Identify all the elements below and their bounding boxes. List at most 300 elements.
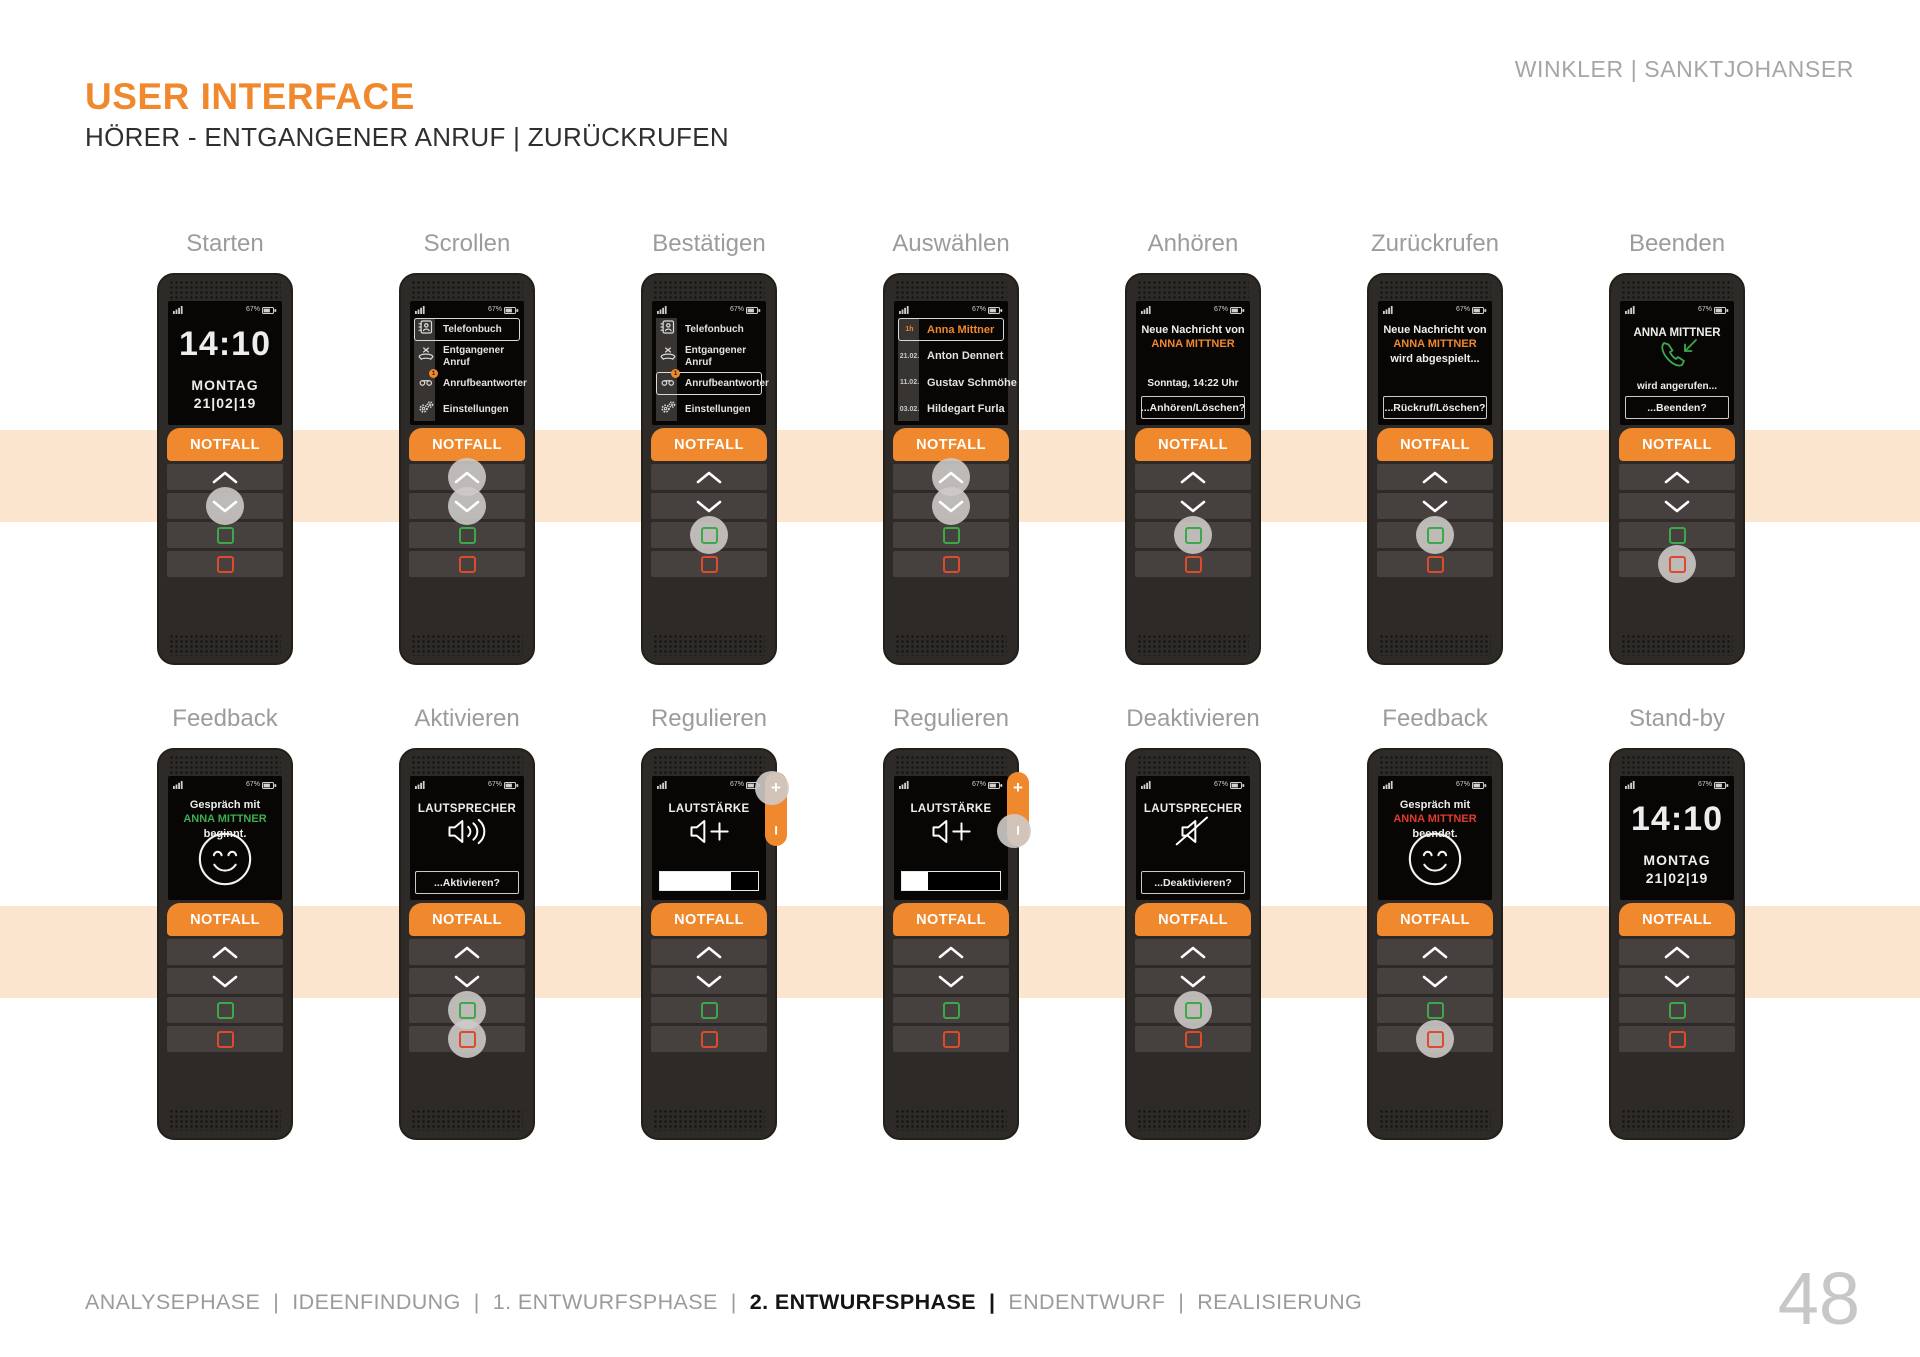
green-square-icon xyxy=(459,527,476,544)
red-cancel-key[interactable] xyxy=(409,1026,525,1052)
battery-indicator xyxy=(972,776,1003,794)
notfall-button[interactable]: NOTFALL xyxy=(893,903,1009,936)
green-confirm-key[interactable] xyxy=(167,522,283,548)
list-item[interactable] xyxy=(898,345,1004,368)
chevron-up-icon xyxy=(937,470,965,485)
speaker-plus-icon xyxy=(683,814,735,854)
phone-column xyxy=(641,230,777,665)
green-confirm-key[interactable] xyxy=(1135,997,1251,1023)
phase-nav-item[interactable]: IDEENFINDUNG xyxy=(292,1290,461,1314)
red-cancel-key[interactable] xyxy=(1377,1026,1493,1052)
red-cancel-key[interactable] xyxy=(893,551,1009,577)
up-arrow-key[interactable] xyxy=(651,464,767,490)
screen-text-line: beendet. xyxy=(1412,827,1458,840)
screen-prompt: ...Deaktivieren? xyxy=(1141,871,1245,894)
phone-column xyxy=(1609,705,1745,1140)
screen-title: LAUTSTÄRKE xyxy=(668,803,750,815)
chevron-up-icon xyxy=(695,470,723,485)
handset-phone xyxy=(399,748,535,1140)
status-bar xyxy=(1383,779,1487,790)
speaker-grille xyxy=(1621,280,1733,300)
phone-column xyxy=(641,705,786,1140)
green-square-icon xyxy=(701,527,718,544)
phase-nav-item[interactable]: ANALYSEPHASE xyxy=(85,1290,261,1314)
red-square-icon xyxy=(701,1031,718,1048)
notfall-button[interactable]: NOTFALL xyxy=(651,428,767,461)
mic-grille xyxy=(411,634,523,656)
list-item-date: 1h xyxy=(905,326,914,333)
green-square-icon xyxy=(1669,1002,1686,1019)
volume-minus-button[interactable]: − xyxy=(766,825,786,836)
red-cancel-key[interactable] xyxy=(1377,551,1493,577)
phone-column xyxy=(1125,705,1261,1140)
status-bar xyxy=(899,304,1003,315)
volume-bar xyxy=(901,871,1001,891)
red-square-icon xyxy=(459,1031,476,1048)
chevron-up-icon xyxy=(211,470,239,485)
clock-day: MONTAG xyxy=(1643,852,1711,868)
volume-minus-button[interactable]: − xyxy=(1008,825,1028,836)
up-arrow-key[interactable] xyxy=(1135,464,1251,490)
red-cancel-key[interactable] xyxy=(1619,1026,1735,1052)
step-label: Regulieren xyxy=(892,705,1010,732)
step-label: Bestätigen xyxy=(652,230,766,257)
battery-level: 67% xyxy=(1455,306,1470,313)
menu-item[interactable] xyxy=(414,318,520,341)
battery-level: 67% xyxy=(487,306,502,313)
red-square-icon xyxy=(943,556,960,573)
battery-indicator xyxy=(972,301,1003,319)
battery-level: 67% xyxy=(729,781,744,788)
contacts-icon xyxy=(417,319,434,340)
mic-grille xyxy=(411,1109,523,1131)
phase-nav-separator: | xyxy=(473,1290,480,1314)
handset-call-icon xyxy=(1654,335,1700,380)
chevron-up-icon xyxy=(1421,945,1449,960)
battery-icon xyxy=(988,301,1003,319)
step-label: Scrollen xyxy=(423,230,511,257)
battery-indicator xyxy=(246,776,277,794)
phone-column xyxy=(1367,705,1503,1140)
chevron-down-icon xyxy=(695,974,723,989)
missed-call-icon xyxy=(659,346,677,367)
phone-column xyxy=(157,705,293,1140)
battery-icon xyxy=(1230,776,1245,794)
status-bar xyxy=(173,304,277,315)
notfall-button[interactable]: NOTFALL xyxy=(1619,428,1735,461)
chevron-up-icon xyxy=(695,945,723,960)
screen-text-line: wird abgespielt... xyxy=(1390,352,1480,365)
battery-icon xyxy=(1714,776,1729,794)
menu-item[interactable] xyxy=(656,318,762,341)
brand-name: WINKLER | SANKTJOHANSER xyxy=(1514,56,1854,82)
phase-nav-item[interactable]: 1. ENTWURFSPHASE xyxy=(492,1290,718,1314)
battery-indicator xyxy=(246,301,277,319)
mic-grille xyxy=(895,1109,1007,1131)
volume-bar xyxy=(659,871,759,891)
menu-item[interactable] xyxy=(656,344,762,369)
green-confirm-key[interactable] xyxy=(893,997,1009,1023)
red-cancel-key[interactable] xyxy=(167,1026,283,1052)
menu-item-label: Einstellungen xyxy=(443,403,509,415)
status-bar xyxy=(657,304,761,315)
mic-grille xyxy=(1137,1109,1249,1131)
chevron-down-icon xyxy=(1179,499,1207,514)
battery-icon xyxy=(1714,301,1729,319)
notfall-button[interactable]: NOTFALL xyxy=(1377,428,1493,461)
battery-level: 67% xyxy=(1213,781,1228,788)
up-arrow-key[interactable] xyxy=(1135,939,1251,965)
phone-screen xyxy=(168,776,282,900)
phone-screen xyxy=(1378,776,1492,900)
clock-time: 14:10 xyxy=(179,325,271,363)
green-confirm-key[interactable] xyxy=(1377,522,1493,548)
notfall-button[interactable]: NOTFALL xyxy=(1135,428,1251,461)
notfall-button[interactable]: NOTFALL xyxy=(651,903,767,936)
step-label: Auswählen xyxy=(892,230,1010,257)
red-square-icon xyxy=(1427,1031,1444,1048)
notfall-button[interactable]: NOTFALL xyxy=(167,903,283,936)
volume-plus-button[interactable]: + xyxy=(1013,778,1023,797)
red-cancel-key[interactable] xyxy=(893,1026,1009,1052)
phone-screen xyxy=(168,301,282,425)
screen-text-line: ANNA MITTNER xyxy=(1393,813,1477,826)
screen-prompt: ...Anhören/Löschen? xyxy=(1141,396,1245,419)
list-item-name: Anna Mittner xyxy=(927,323,995,336)
handset-phone xyxy=(157,748,293,1140)
green-square-icon xyxy=(943,527,960,544)
battery-level: 67% xyxy=(245,781,260,788)
handset-phone xyxy=(883,273,1019,665)
mic-grille xyxy=(169,1109,281,1131)
speaker-muted-icon xyxy=(1167,814,1219,854)
notfall-button[interactable]: NOTFALL xyxy=(167,428,283,461)
red-cancel-key[interactable] xyxy=(167,551,283,577)
chevron-up-icon xyxy=(453,945,481,960)
menu-item[interactable] xyxy=(414,370,527,395)
green-square-icon xyxy=(1427,1002,1444,1019)
green-square-icon xyxy=(1669,527,1686,544)
down-arrow-key[interactable] xyxy=(893,493,1009,519)
list-item-name: Hildegart Furla xyxy=(927,403,1005,416)
down-arrow-key[interactable] xyxy=(1619,968,1735,994)
step-label: Stand-by xyxy=(1628,705,1726,732)
phone-column xyxy=(399,705,535,1140)
up-arrow-key[interactable] xyxy=(1377,939,1493,965)
battery-indicator xyxy=(488,301,519,319)
volume-bar-fill xyxy=(902,872,928,890)
signal-icon xyxy=(1383,301,1394,319)
chevron-up-icon xyxy=(1663,945,1691,960)
up-arrow-key[interactable] xyxy=(1619,939,1735,965)
red-cancel-key[interactable] xyxy=(409,551,525,577)
notfall-button[interactable]: NOTFALL xyxy=(1619,903,1735,936)
down-arrow-key[interactable] xyxy=(1619,493,1735,519)
list-item-name: Anton Dennert xyxy=(927,350,1004,363)
battery-indicator xyxy=(1456,301,1487,319)
signal-icon xyxy=(1141,301,1152,319)
step-label: Beenden xyxy=(1628,230,1726,257)
notfall-button[interactable]: NOTFALL xyxy=(1377,903,1493,936)
screen-title: LAUTSPRECHER xyxy=(1143,803,1243,815)
menu-item-label: Einstellungen xyxy=(685,403,751,415)
green-square-icon xyxy=(701,1002,718,1019)
status-bar xyxy=(1141,304,1245,315)
up-arrow-key[interactable] xyxy=(1619,464,1735,490)
status-bar xyxy=(415,304,519,315)
phone-column xyxy=(1125,230,1261,665)
red-cancel-key[interactable] xyxy=(1135,551,1251,577)
battery-icon xyxy=(504,301,519,319)
status-bar xyxy=(1383,304,1487,315)
list-item[interactable] xyxy=(898,318,1004,341)
red-square-icon xyxy=(217,1031,234,1048)
green-confirm-key[interactable] xyxy=(651,997,767,1023)
green-confirm-key[interactable] xyxy=(651,522,767,548)
step-label: Anhören xyxy=(1147,230,1239,257)
green-square-icon xyxy=(217,527,234,544)
green-confirm-key[interactable] xyxy=(893,522,1009,548)
phone-row-2 xyxy=(157,705,1745,1140)
caller-name: ANNA MITTNER xyxy=(1633,327,1721,339)
phone-screen xyxy=(652,776,766,900)
status-bar xyxy=(1141,779,1245,790)
down-arrow-key[interactable] xyxy=(893,968,1009,994)
green-confirm-key[interactable] xyxy=(167,997,283,1023)
handset-phone xyxy=(1125,748,1261,1140)
red-square-icon xyxy=(1185,556,1202,573)
signal-icon xyxy=(1625,301,1636,319)
clock-date: 21|02|19 xyxy=(1645,870,1709,886)
battery-indicator xyxy=(1456,776,1487,794)
battery-level: 67% xyxy=(971,306,986,313)
mic-grille xyxy=(895,634,1007,656)
page-subtitle: HÖRER - ENTGANGENER ANRUF | ZURÜCKRUFEN xyxy=(85,122,729,152)
phase-nav-separator: | xyxy=(273,1290,280,1314)
signal-icon xyxy=(899,301,910,319)
battery-indicator xyxy=(1214,776,1245,794)
menu-item[interactable] xyxy=(414,398,520,421)
down-arrow-key[interactable] xyxy=(651,968,767,994)
speaker-grille xyxy=(1379,755,1491,775)
missed-call-icon xyxy=(417,346,435,367)
menu-item-label: Anrufbeantworter xyxy=(443,377,527,389)
up-arrow-key[interactable] xyxy=(167,939,283,965)
chevron-down-icon xyxy=(695,499,723,514)
battery-indicator xyxy=(488,776,519,794)
screen-text-line: beginnt. xyxy=(203,827,247,840)
phase-nav-item[interactable]: ENDENTWURF xyxy=(1008,1290,1166,1314)
battery-level: 67% xyxy=(1213,306,1228,313)
screen-prompt: ...Aktivieren? xyxy=(415,871,519,894)
notfall-button[interactable]: NOTFALL xyxy=(409,903,525,936)
down-arrow-key[interactable] xyxy=(167,493,283,519)
screen-title: LAUTSPRECHER xyxy=(417,803,517,815)
green-confirm-key[interactable] xyxy=(1135,522,1251,548)
phone-column xyxy=(157,230,293,665)
up-arrow-key[interactable] xyxy=(409,939,525,965)
chevron-down-icon xyxy=(453,499,481,514)
down-arrow-key[interactable] xyxy=(1377,968,1493,994)
handset-phone xyxy=(157,273,293,665)
list-item-date: 03.02. xyxy=(899,405,920,413)
green-square-icon xyxy=(1185,1002,1202,1019)
volume-bar-fill xyxy=(660,872,731,890)
speaker-grille xyxy=(1379,280,1491,300)
phone-screen xyxy=(1620,776,1734,900)
settings-icon xyxy=(417,399,435,420)
screen-text-line: Gespräch mit xyxy=(1399,799,1471,811)
clock-date: 21|02|19 xyxy=(193,395,257,411)
green-square-icon xyxy=(1185,527,1202,544)
main-menu xyxy=(656,318,769,421)
phone-screen xyxy=(652,301,769,425)
caller-list xyxy=(898,318,1017,421)
red-square-icon xyxy=(701,556,718,573)
chevron-up-icon xyxy=(1179,945,1207,960)
volume-side-control[interactable] xyxy=(1007,772,1029,846)
signal-icon xyxy=(1383,776,1394,794)
red-square-icon xyxy=(1427,556,1444,573)
list-item[interactable] xyxy=(898,371,1017,394)
menu-item-label: Entgangener Anruf xyxy=(685,345,747,368)
signal-icon xyxy=(657,776,668,794)
menu-item[interactable] xyxy=(414,344,520,369)
battery-icon xyxy=(988,776,1003,794)
handset-phone xyxy=(1367,748,1503,1140)
handset-phone xyxy=(1609,273,1745,665)
chevron-up-icon xyxy=(937,945,965,960)
phone-screen xyxy=(894,776,1008,900)
list-item[interactable] xyxy=(898,398,1004,421)
mic-grille xyxy=(1379,634,1491,656)
red-square-icon xyxy=(1669,556,1686,573)
green-square-icon xyxy=(1427,527,1444,544)
page-number: 48 xyxy=(1777,1257,1860,1340)
step-label: Aktivieren xyxy=(414,705,520,732)
clock-time: 14:10 xyxy=(1631,800,1723,838)
screen-text-line: ANNA MITTNER xyxy=(183,813,267,826)
speaker-grille xyxy=(1137,280,1249,300)
list-item-date: 11.02. xyxy=(899,379,920,387)
down-arrow-key[interactable] xyxy=(409,493,525,519)
phone-column xyxy=(1367,230,1503,665)
phone-screen xyxy=(1620,301,1734,425)
status-bar xyxy=(415,779,519,790)
screen-prompt: ...Rückruf/Löschen? xyxy=(1383,396,1487,419)
green-confirm-key[interactable] xyxy=(1619,997,1735,1023)
up-arrow-key[interactable] xyxy=(893,939,1009,965)
phone-screen xyxy=(410,301,527,425)
speaker-plus-icon xyxy=(925,814,977,854)
notfall-button[interactable]: NOTFALL xyxy=(409,428,525,461)
menu-item-label: Entgangener Anruf xyxy=(443,345,505,368)
status-bar xyxy=(173,779,277,790)
step-label: Regulieren xyxy=(650,705,768,732)
red-square-icon xyxy=(943,1031,960,1048)
battery-icon xyxy=(1472,776,1487,794)
volume-plus-button[interactable]: + xyxy=(771,778,781,797)
mic-grille xyxy=(1621,1109,1733,1131)
list-item-name: Gustav Schmöhe xyxy=(927,376,1017,389)
up-arrow-key[interactable] xyxy=(651,939,767,965)
red-cancel-key[interactable] xyxy=(1135,1026,1251,1052)
chevron-down-icon xyxy=(1421,499,1449,514)
step-label: Feedback xyxy=(172,705,278,732)
signal-icon xyxy=(173,776,184,794)
status-bar xyxy=(899,779,1003,790)
mic-grille xyxy=(653,1109,765,1131)
call-status: wird angerufen... xyxy=(1636,381,1717,392)
contacts-icon xyxy=(659,319,676,340)
phone-column xyxy=(399,230,535,665)
green-square-icon xyxy=(943,1002,960,1019)
message-timestamp: Sonntag, 14:22 Uhr xyxy=(1147,378,1239,389)
step-label: Zurückrufen xyxy=(1370,230,1500,257)
notfall-button[interactable]: NOTFALL xyxy=(893,428,1009,461)
phone-screen xyxy=(894,301,1017,425)
phone-screen xyxy=(1378,301,1492,425)
phase-nav-item[interactable]: REALISIERUNG xyxy=(1197,1290,1363,1314)
mic-grille xyxy=(653,634,765,656)
smiley-icon xyxy=(196,830,254,893)
up-arrow-key[interactable] xyxy=(1377,464,1493,490)
notfall-button[interactable]: NOTFALL xyxy=(1135,903,1251,936)
screen-text-line: Gespräch mit xyxy=(189,799,261,811)
phase-nav-item[interactable]: 2. ENTWURFSPHASE xyxy=(749,1290,976,1314)
down-arrow-key[interactable] xyxy=(167,968,283,994)
chevron-up-icon xyxy=(211,945,239,960)
red-cancel-key[interactable] xyxy=(651,1026,767,1052)
green-confirm-key[interactable] xyxy=(409,522,525,548)
speaker-grille xyxy=(411,280,523,300)
red-square-icon xyxy=(217,556,234,573)
menu-item[interactable] xyxy=(656,370,769,395)
signal-icon xyxy=(173,301,184,319)
green-square-icon xyxy=(217,1002,234,1019)
unread-badge: 1 xyxy=(671,369,680,378)
phone-row-1 xyxy=(157,230,1745,665)
chevron-up-icon xyxy=(1663,470,1691,485)
battery-indicator xyxy=(1698,776,1729,794)
speaker-grille xyxy=(1621,755,1733,775)
status-bar xyxy=(1625,779,1729,790)
chevron-up-icon xyxy=(1421,470,1449,485)
phone-screen xyxy=(1136,776,1250,900)
battery-icon xyxy=(262,301,277,319)
settings-icon xyxy=(659,399,677,420)
speaker-grille xyxy=(1137,755,1249,775)
handset-phone xyxy=(1367,273,1503,665)
battery-level: 67% xyxy=(1455,781,1470,788)
smiley-icon xyxy=(1406,830,1464,893)
red-cancel-key[interactable] xyxy=(1619,551,1735,577)
volume-side-control[interactable] xyxy=(765,772,787,846)
chevron-down-icon xyxy=(937,499,965,514)
battery-indicator xyxy=(1698,301,1729,319)
red-cancel-key[interactable] xyxy=(651,551,767,577)
phone-column xyxy=(883,230,1019,665)
red-square-icon xyxy=(1669,1031,1686,1048)
chevron-down-icon xyxy=(1663,499,1691,514)
handset-phone xyxy=(883,748,1028,1140)
menu-item-label: Telefonbuch xyxy=(443,323,502,335)
chevron-up-icon xyxy=(1179,470,1207,485)
signal-icon xyxy=(1625,776,1636,794)
signal-icon xyxy=(415,301,426,319)
speaker-grille xyxy=(895,280,1007,300)
menu-item[interactable] xyxy=(656,398,762,421)
